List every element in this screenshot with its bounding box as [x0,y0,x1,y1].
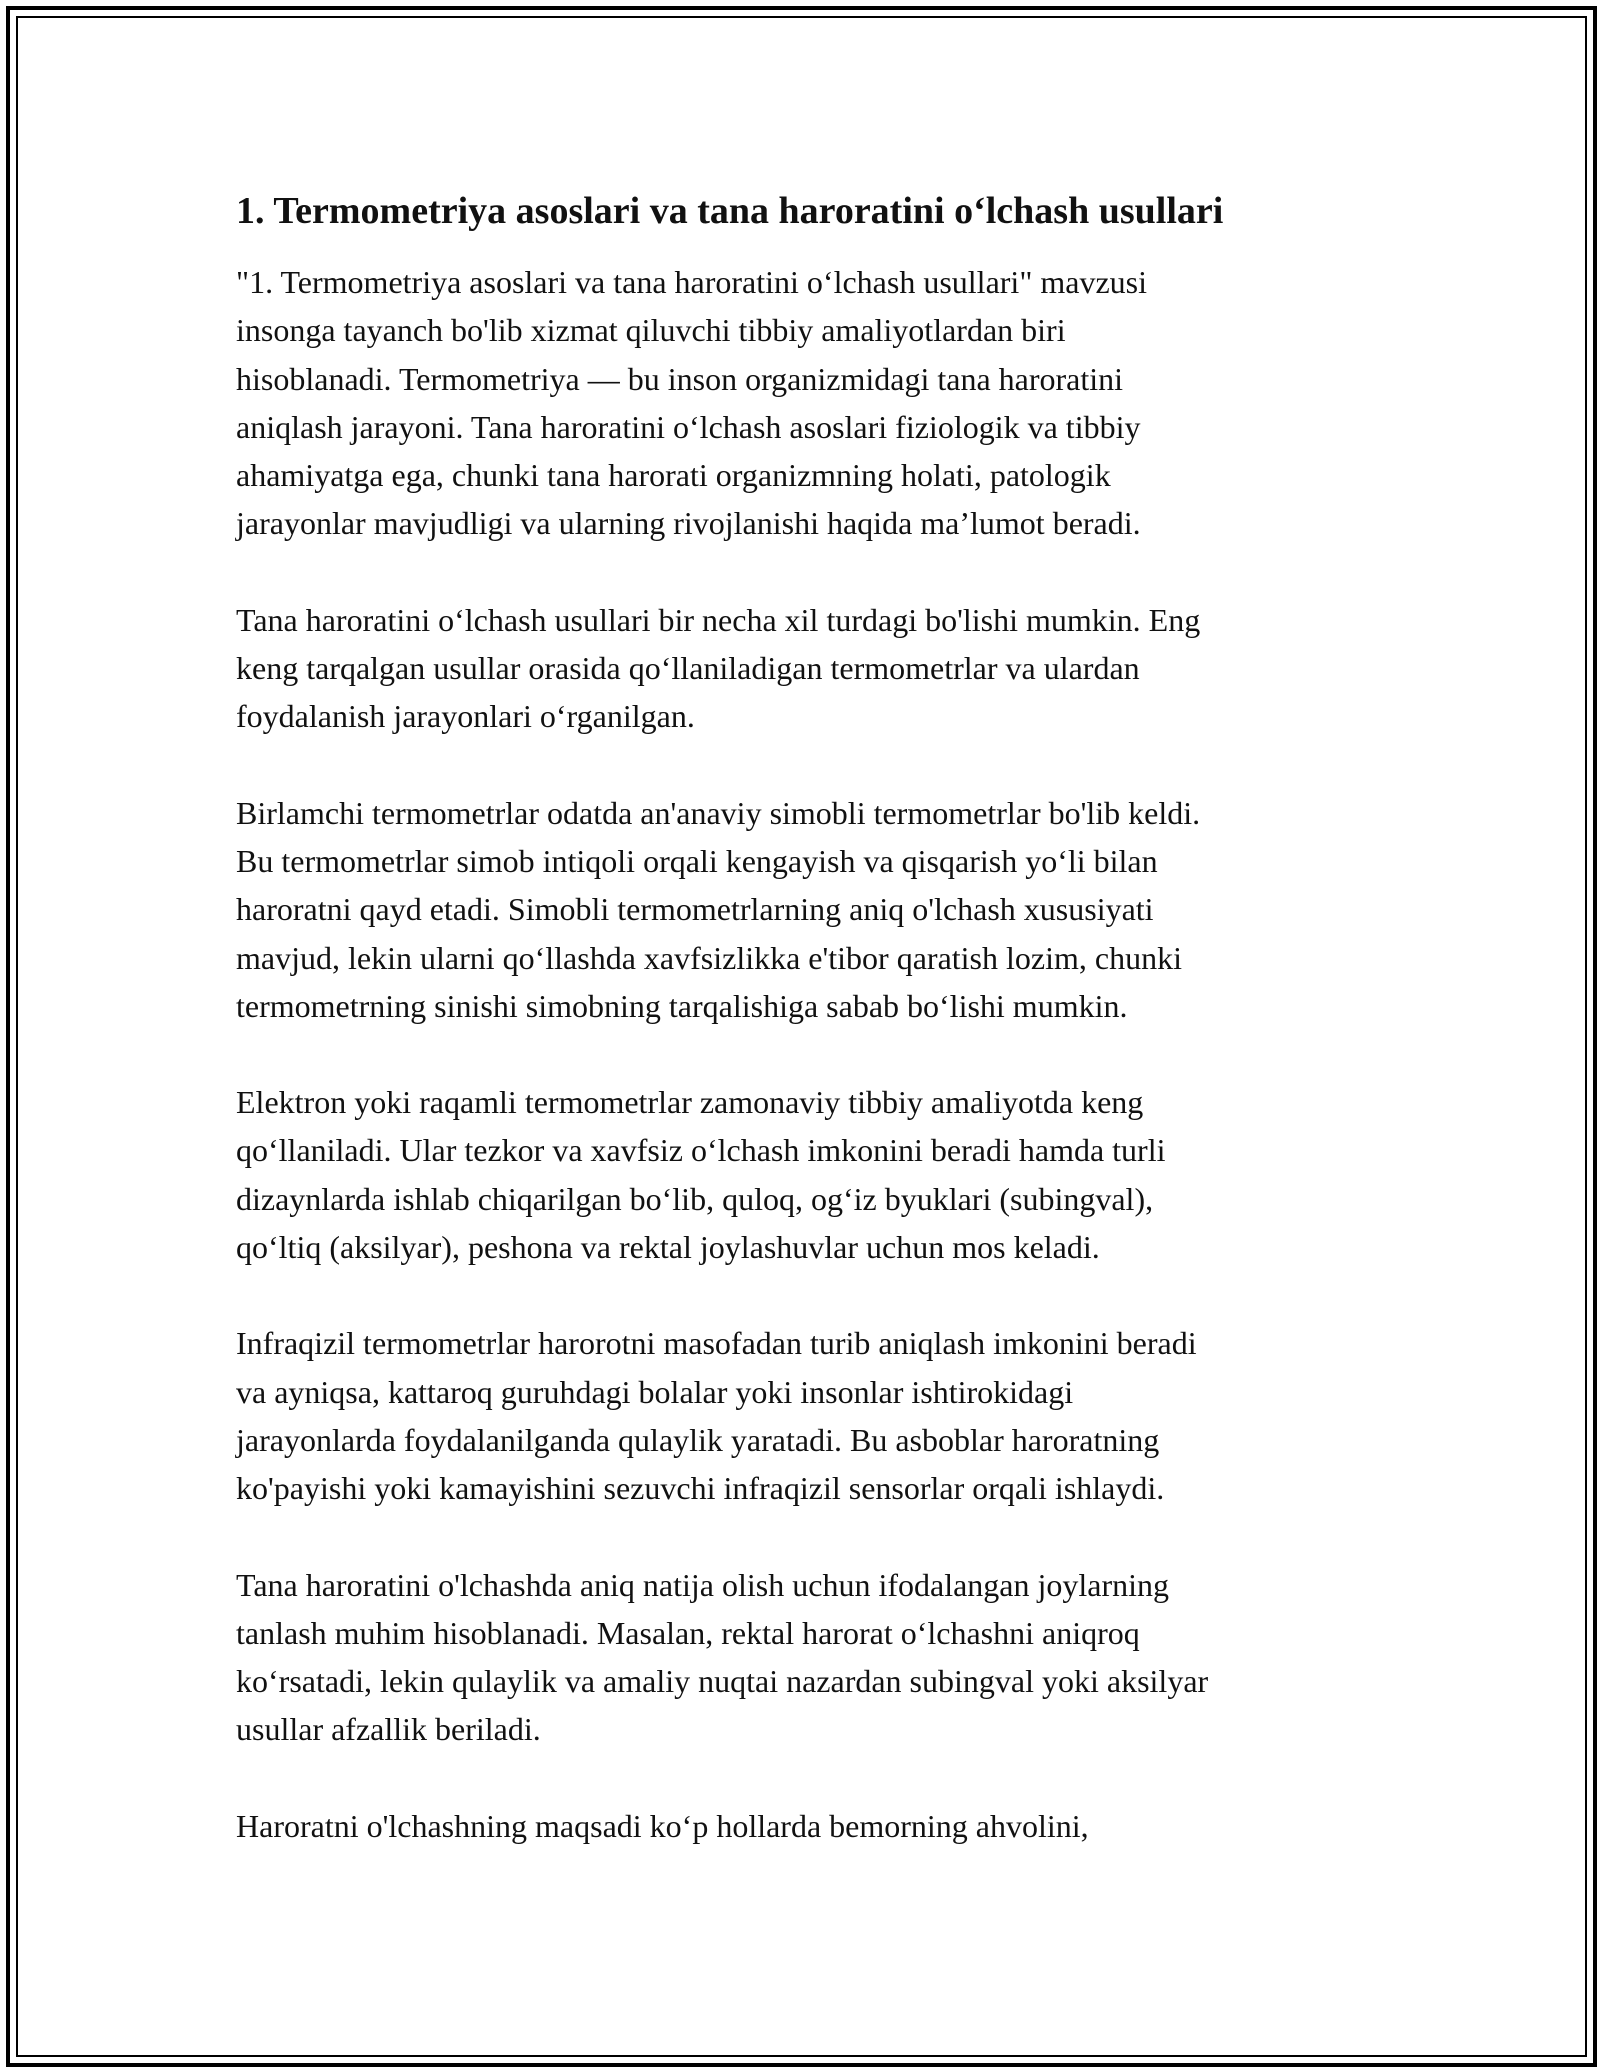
paragraph-line: jarayonlar mavjudligi va ularning rivojlanishi haqida ma’lumot beradi. [236,505,1141,542]
paragraph-line: Elektron yoki raqamli termometrlar zamonaviy tibbiy amaliyotda keng [236,1084,1144,1121]
paragraph-digital-thermometers [236,1078,1376,1271]
paragraph-line: Bu termometrlar simob intiqoli orqali kengayish va qisqarish yo‘li bilan [236,842,1158,879]
paragraph-line: haroratni qayd etadi. Simobli termometrlarning aniq o'lchash xususiyati [236,891,1154,928]
paragraph-line: qo‘ltiq (aksilyar), peshona va rektal joylashuvlar uchun mos keladi. [236,1229,1100,1266]
paragraph-line: Infraqizil termometrlar harorotni masofadan turib aniqlash imkonini beradi [236,1325,1197,1362]
paragraph-line: Tana haroratini o'lchashda aniq natija olish uchun ifodalangan joylarning [236,1566,1170,1603]
paragraph-mercury-thermometers [236,789,1376,1030]
document-body [236,186,1376,1898]
paragraph-line: ko‘rsatadi, lekin qulaylik va amaliy nuqtai nazardan subingval yoki aksilyar [236,1663,1209,1700]
paragraph-purpose [236,1802,1376,1850]
paragraph-line: keng tarqalgan usullar orasida qo‘llaniladigan termometrlar va ulardan [236,650,1140,687]
paragraph-line: jarayonlarda foydalanilganda qulaylik yaratadi. Bu asboblar haroratning [236,1421,1160,1458]
paragraph-measurement-sites [236,1561,1376,1754]
paragraph-infrared-thermometers [236,1319,1376,1512]
paragraph-methods [236,596,1376,741]
paragraph-line: termometrning sinishi simobning tarqalishiga sabab bo‘lishi mumkin. [236,987,1128,1024]
paragraph-line: ahamiyatga ega, chunki tana harorati organizmning holati, patologik [236,457,1111,494]
paragraph-line: foydalanish jarayonlari o‘rganilgan. [236,698,695,735]
paragraph-line: dizaynlarda ishlab chiqarilgan bo‘lib, quloq, og‘iz byuklari (subingval), [236,1180,1154,1217]
paragraph-line: hisoblanadi. Termometriya — bu inson organizmidagi tana haroratini [236,360,1124,397]
paragraph-line: qo‘llaniladi. Ular tezkor va xavfsiz o‘lchash imkonini beradi hamda turli [236,1132,1166,1169]
paragraph-line: ko'payishi yoki kamayishini sezuvchi infraqizil sensorlar orqali ishlaydi. [236,1470,1165,1507]
paragraph-line: va ayniqsa, kattaroq guruhdagi bolalar yoki insonlar ishtirokidagi [236,1373,1074,1410]
paragraph-line: usullar afzallik beriladi. [236,1711,541,1748]
document-title: 1. Termometriya asoslari va tana haroratini o‘lchash usullari [236,190,1224,232]
paragraph-line: "1. Termometriya asoslari va tana haroratini o‘lchash usullari" mavzusi [236,264,1148,300]
paragraph-line: aniqlash jarayoni. Tana haroratini o‘lchash asoslari fiziologik va tibbiy [236,408,1141,445]
paragraph-line: mavjud, lekin ularni qo‘llashda xavfsizlikka e'tibor qaratish lozim, chunki [236,939,1182,976]
paragraph-line: Haroratni o'lchashning maqsadi ko‘p hollarda bemorning ahvolini, [236,1807,1089,1844]
paragraph-line: insonga tayanch bo'lib xizmat qiluvchi tibbiy amaliyotlardan biri [236,312,1066,349]
paragraph-line: tanlash muhim hisoblanadi. Masalan, rektal harorat o‘lchashni aniqroq [236,1614,1140,1651]
paragraph-line: Tana haroratini o‘lchash usullari bir necha xil turdagi bo'lishi mumkin. Eng [236,601,1201,638]
paragraph-line: Birlamchi termometrlar odatda an'anaviy simobli termometrlar bo'lib keldi. [236,794,1201,831]
paragraph-intro [236,258,1376,548]
